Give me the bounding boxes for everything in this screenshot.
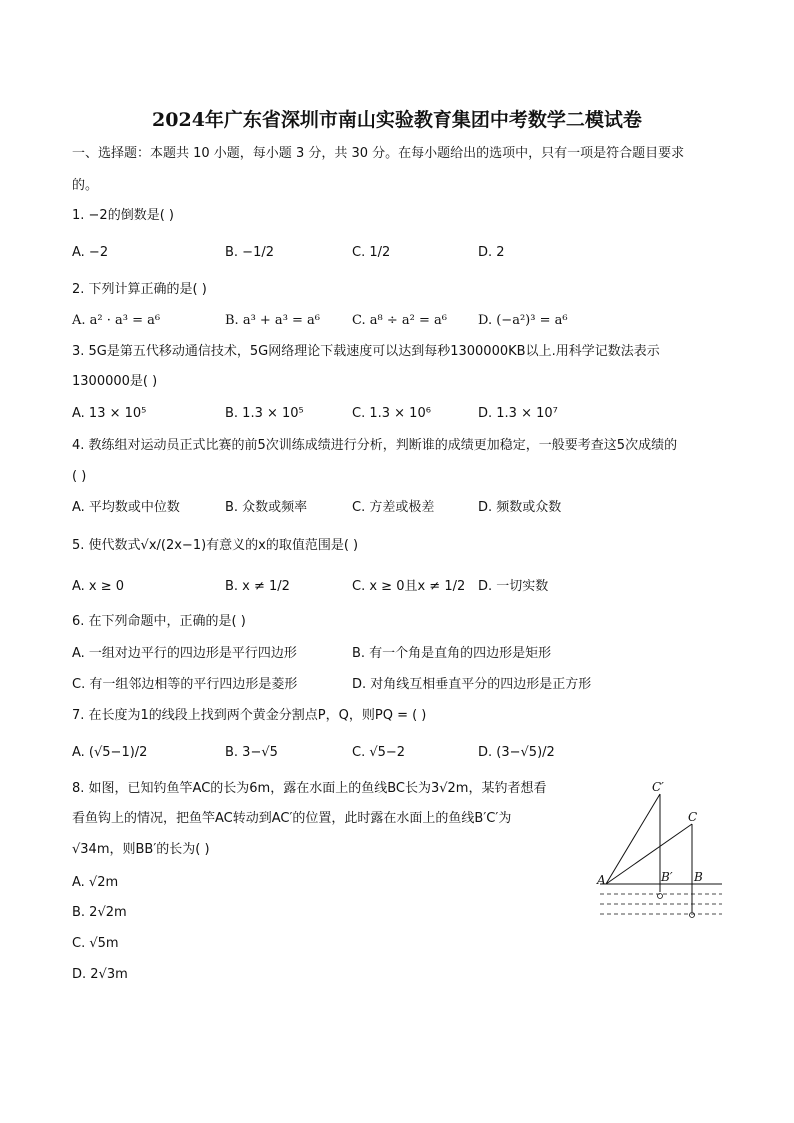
q1-option-d: D. 2	[478, 245, 505, 260]
rod-ac-prime	[606, 794, 660, 884]
q5-option-a: A. x ≥ 0	[72, 579, 125, 594]
q2-option-c: C. a⁸ ÷ a² = a⁶	[352, 313, 447, 328]
q3-stem-cont: 1300000是( )	[72, 374, 158, 389]
q4-option-b: B. 众数或频率	[225, 500, 308, 515]
q3-stem: 3. 5G是第五代移动通信技术，5G网络理论下载速度可以达到每秒1300000KB以上.用科学记数法表示	[72, 344, 660, 359]
q7-option-a: A. (√5−1)/2	[72, 745, 148, 760]
label-b: B	[694, 870, 703, 884]
q8-option-c: C. √5m	[72, 936, 119, 951]
q2-option-b: B. a³ + a³ = a⁶	[225, 313, 321, 328]
q8-option-d: D. 2√3m	[72, 967, 128, 982]
q4-option-c: C. 方差或极差	[352, 500, 435, 515]
q7-stem: 7. 在长度为1的线段上找到两个黄金分割点P，Q，则PQ = ( )	[72, 708, 427, 723]
q2-stem: 2. 下列计算正确的是( )	[72, 282, 207, 297]
q4-stem-cont: ( )	[72, 469, 87, 484]
q6-option-a: A. 一组对边平行的四边形是平行四边形	[72, 646, 297, 661]
q2-option-a: A. a² · a³ = a⁶	[72, 313, 161, 328]
q3-option-d: D. 1.3 × 10⁷	[478, 406, 558, 421]
label-c-prime: C′	[652, 780, 664, 794]
q2-option-d: D. (−a²)³ = a⁶	[478, 313, 568, 328]
rod-ac	[606, 824, 692, 884]
q8-option-b: B. 2√2m	[72, 905, 127, 920]
q8-stem-cont2: √34m，则BB′的长为( )	[72, 842, 210, 857]
q4-option-a: A. 平均数或中位数	[72, 500, 180, 515]
q6-stem: 6. 在下列命题中，正确的是( )	[72, 614, 246, 629]
label-b-prime: B′	[661, 870, 673, 884]
q3-option-b: B. 1.3 × 10⁵	[225, 406, 304, 421]
q3-option-c: C. 1.3 × 10⁶	[352, 406, 431, 421]
q4-option-d: D. 频数或众数	[478, 500, 562, 515]
section-heading-cont: 的。	[72, 178, 99, 193]
q7-option-b: B. 3−√5	[225, 745, 278, 760]
q1-option-c: C. 1/2	[352, 245, 391, 260]
page-title: 2024年广东省深圳市南山实验教育集团中考数学二模试卷	[152, 109, 642, 131]
q4-stem: 4. 教练组对运动员正式比赛的前5次训练成绩进行分析，判断谁的成绩更加稳定，一般要考查这5次成绩的	[72, 438, 678, 453]
q5-option-c: C. x ≥ 0且x ≠ 1/2	[352, 579, 466, 594]
q8-stem-cont1: 看鱼钩上的情况，把鱼竿AC转动到AC′的位置，此时露在水面上的鱼线B′C′为	[72, 811, 512, 826]
fishing-rod-figure	[592, 776, 732, 926]
q6-option-c: C. 有一组邻边相等的平行四边形是菱形	[72, 677, 298, 692]
q1-option-a: A. −2	[72, 245, 109, 260]
hook-b	[690, 913, 695, 918]
q1-option-b: B. −1/2	[225, 245, 274, 260]
q5-stem: 5. 使代数式√x/(2x−1)有意义的x的取值范围是( )	[72, 538, 359, 553]
q8-option-a: A. √2m	[72, 875, 119, 890]
q3-option-a: A. 13 × 10⁵	[72, 406, 147, 421]
q8-stem: 8. 如图，已知钓鱼竿AC的长为6m，露在水面上的鱼线BC长为3√2m，某钓者想看	[72, 781, 547, 796]
q7-option-c: C. √5−2	[352, 745, 406, 760]
q1-stem: 1. −2的倒数是( )	[72, 208, 174, 223]
q5-option-d: D. 一切实数	[478, 579, 549, 594]
q7-option-d: D. (3−√5)/2	[478, 745, 555, 760]
label-c: C	[688, 810, 698, 824]
q5-option-b: B. x ≠ 1/2	[225, 579, 290, 594]
q6-option-d: D. 对角线互相垂直平分的四边形是正方形	[352, 677, 592, 692]
q6-option-b: B. 有一个角是直角的四边形是矩形	[352, 646, 552, 661]
label-a: A	[597, 873, 606, 887]
section-heading: 一、选择题：本题共 10 小题，每小题 3 分，共 30 分。在每小题给出的选项中，只有一项是符合题目要求	[72, 146, 685, 161]
